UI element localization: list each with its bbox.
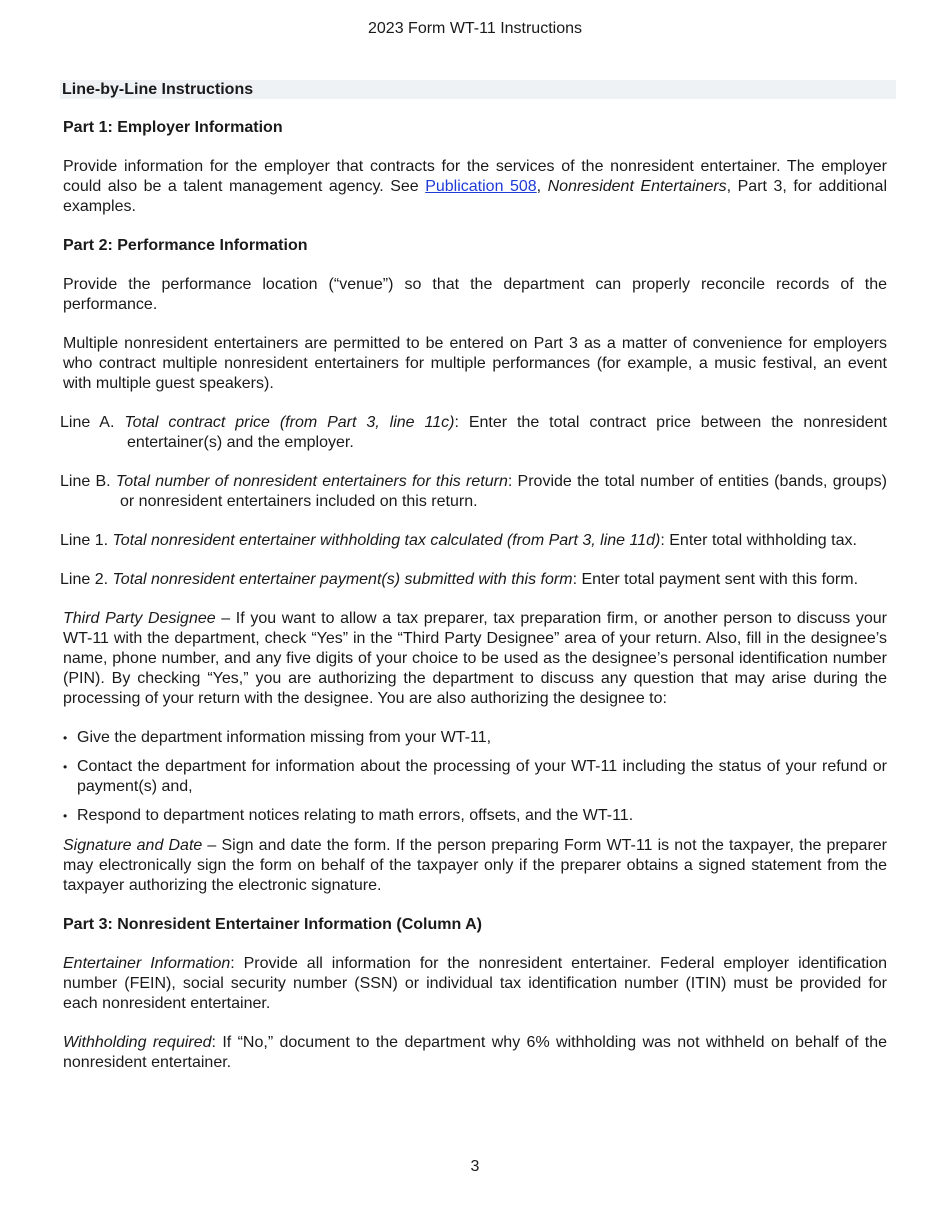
part1-heading: Part 1: Employer Information <box>63 119 283 136</box>
part2-paragraph-venue: Provide the performance location (“venue”) so that the department can properly reconcile records of the performance. <box>63 276 887 313</box>
withholding-italic: Withholding required <box>63 1034 212 1051</box>
line-a-italic: Total contract price (from Part 3, line 11c) <box>124 414 455 431</box>
line-2-text: : Enter total payment sent with this form. <box>572 571 859 588</box>
line-1-text: : Enter total withholding tax. <box>660 532 857 549</box>
withholding-paragraph <box>63 1033 887 1073</box>
signature-italic: Signature and Date <box>63 837 203 854</box>
list-item: • Respond to department notices relating to math errors, offsets, and the WT-11. <box>63 806 887 826</box>
instructions-body <box>60 80 888 1073</box>
part3-heading: Part 3: Nonresident Entertainer Information (Column A) <box>63 916 482 933</box>
entertainer-italic: Entertainer Information <box>63 955 231 972</box>
third-party-designee-paragraph <box>63 609 887 709</box>
entertainer-info-paragraph <box>63 954 887 1014</box>
publication-508-link[interactable]: Publication 508 <box>425 178 537 195</box>
part1-italic: Nonresident Entertainers <box>547 178 727 195</box>
part2-heading: Part 2: Performance Information <box>63 237 308 254</box>
line-a-text: : Enter the total contract price between the nonresident entertainer(s) and the employer. <box>127 414 888 451</box>
page-header-title: 2023 Form WT-11 Instructions <box>368 20 582 37</box>
line-b-italic: Total number of nonresident entertainers for this return <box>115 473 508 490</box>
line-a-instruction <box>60 413 887 453</box>
part1-text-c: , Part 3, for additional examples. <box>63 178 887 215</box>
section-title: Line-by-Line Instructions <box>60 80 896 99</box>
line-b-prefix: Line B. <box>60 473 116 490</box>
line-2-italic: Total nonresident entertainer payment(s) submitted with this form <box>112 571 573 588</box>
part1-text-b: , <box>536 178 548 195</box>
line-b-instruction <box>60 472 887 512</box>
line-b-text: : Provide the total number of entities (bands, groups) or nonresident entertainers included on this return. <box>120 473 887 510</box>
page-number: 3 <box>470 1158 480 1175</box>
designee-italic: Third Party Designee <box>63 610 216 627</box>
signature-paragraph <box>63 836 887 896</box>
line-a-prefix: Line A. <box>60 414 125 431</box>
entertainer-text: : Provide all information for the nonresident entertainer. Federal employer identification number (FEIN), social security number (SSN) or individual tax identification number (ITIN) must be provided for each nonresident entertainer. <box>63 955 888 1012</box>
withholding-text: : If “No,” document to the department why 6% withholding was not withheld on behalf of the nonresident entertainer. <box>63 1034 888 1071</box>
designee-text: – If you want to allow a tax preparer, tax preparation firm, or another person to discuss your WT-11 with the department, check “Yes” in the “Third Party Designee” area of your return. Also, fill in the designee’s name, phone number, and any five digits of your choice to be used as the designee’s personal identification number (PIN). By checking “Yes,” you are authorizing the department to discuss any question that may arise during the processing of your return with the designee. You are also authorizing the designee to: <box>63 610 887 707</box>
line-2-instruction <box>60 570 887 590</box>
line-1-instruction <box>60 531 887 551</box>
part2-paragraph-multiple: Multiple nonresident entertainers are permitted to be entered on Part 3 as a matter of convenience for employers who contract multiple nonresident entertainers for multiple performances (for example, a music festival, an event with multiple guest speakers). <box>63 335 887 392</box>
list-item: • Contact the department for information about the processing of your WT-11 including the status of your refund or payment(s) and, <box>63 757 887 797</box>
line-1-prefix: Line 1. <box>60 532 113 549</box>
part1-paragraph <box>63 157 887 217</box>
line-1-italic: Total nonresident entertainer withholding tax calculated (from Part 3, line 11d) <box>112 532 661 549</box>
line-2-prefix: Line 2. <box>60 571 113 588</box>
part1-text-a: Provide information for the employer that contracts for the services of the nonresident entertainer. The employer could also be a talent management agency. See <box>63 158 887 195</box>
signature-text: – Sign and date the form. If the person preparing Form WT-11 is not the taxpayer, the preparer may electronically sign the form on behalf of the taxpayer only if the preparer obtains a signed statement from the taxpayer authorizing the electronic signature. <box>63 837 887 894</box>
designee-authorization-list <box>63 728 887 826</box>
list-item: • Give the department information missing from your WT-11, <box>63 728 887 748</box>
